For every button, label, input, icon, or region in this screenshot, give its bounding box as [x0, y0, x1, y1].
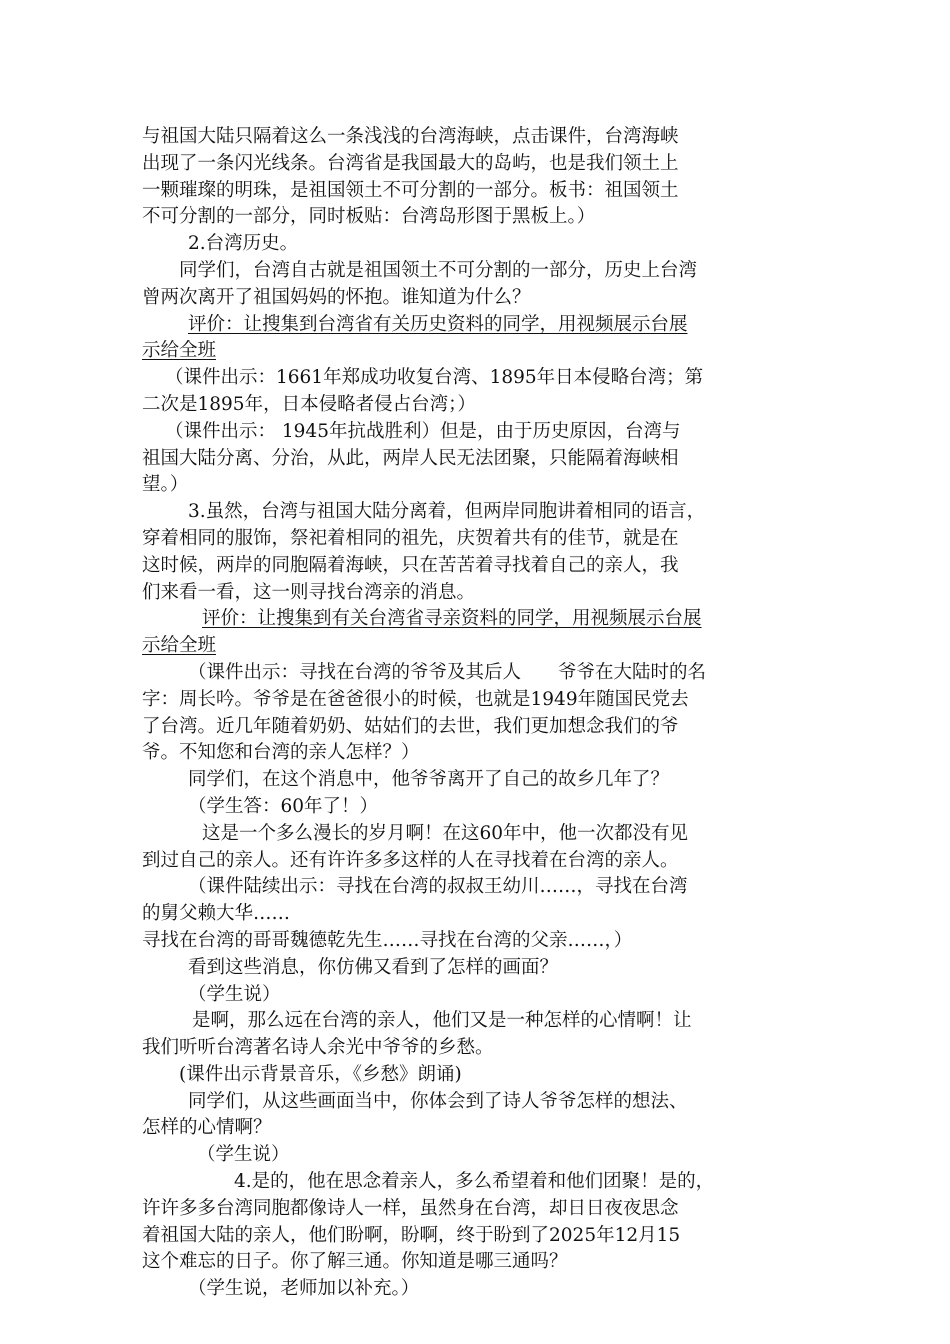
text-line	[142, 1142, 812, 1169]
text-line	[142, 124, 812, 151]
line-text: 我们听听台湾著名诗人余光中爷爷的乡愁。	[142, 1037, 494, 1059]
text-line	[142, 472, 812, 499]
text-line	[142, 446, 812, 473]
text-line	[142, 1089, 812, 1116]
text-line	[142, 553, 812, 580]
line-text: 祖国大陆分离、分治，从此，两岸人民无法团聚，只能隔着海峡相	[142, 447, 679, 469]
line-text: 这是一个多么漫长的岁月啊！在这60年中，他一次都没有见	[202, 822, 689, 844]
text-line	[142, 740, 812, 767]
line-text: 示给全班	[142, 635, 217, 657]
line-text: 这个难忘的日子。你了解三通。你知道是哪三通吗？	[142, 1251, 568, 1273]
underlined-text-line	[142, 312, 812, 339]
text-line	[142, 955, 812, 982]
line-text: 二次是1895年，日本侵略者侵占台湾；）	[142, 393, 476, 415]
line-text: 了台湾。近几年随着奶奶、姑姑们的去世，我们更加想念我们的爷	[142, 715, 679, 737]
text-line	[142, 499, 812, 526]
line-text: 同学们，在这个消息中，他爷爷离开了自己的故乡几年了？	[188, 769, 670, 791]
text-line	[142, 901, 812, 928]
underlined-text-line	[142, 338, 812, 365]
line-text: 着祖国大陆的亲人，他们盼啊，盼啊，终于盼到了2025年12月15	[142, 1224, 681, 1246]
text-line	[142, 982, 812, 1009]
line-text: 许许多多台湾同胞都像诗人一样，虽然身在台湾，却日日夜夜思念	[142, 1197, 679, 1219]
line-text: 到过自己的亲人。还有许许多多这样的人在寻找着在台湾的亲人。	[142, 849, 679, 871]
text-line	[142, 392, 812, 419]
text-line	[142, 874, 812, 901]
text-line	[142, 419, 812, 446]
text-line	[142, 151, 812, 178]
line-text: 寻找在台湾的哥哥魏德乾先生……寻找在台湾的父亲……，）	[142, 929, 633, 951]
text-line	[142, 1169, 812, 1196]
line-text: 不可分割的一部分，同时板贴：台湾岛形图于黑板上。）	[142, 206, 596, 228]
line-text: （课件出示： 1945年抗战胜利）但是，由于历史原因，台湾与	[165, 420, 681, 442]
text-line	[142, 767, 812, 794]
line-text: 怎样的心情啊？	[142, 1117, 272, 1139]
underlined-text-line	[142, 633, 812, 660]
line-text: 字：周长吟。爷爷是在爸爸很小的时候，也就是1949年随国民党去	[142, 688, 689, 710]
line-text: 看到这些消息，你仿佛又看到了怎样的画面？	[188, 956, 559, 978]
line-text: （学生说）	[197, 1144, 290, 1166]
text-line	[142, 821, 812, 848]
line-text: 是啊，那么远在台湾的亲人，他们又是一种怎样的心情啊！让	[192, 1010, 692, 1032]
line-text: 评价：让搜集到有关台湾省寻亲资料的同学，用视频展示台展	[202, 608, 702, 630]
text-line	[142, 687, 812, 714]
text-line	[142, 928, 812, 955]
line-text: 评价：让搜集到台湾省有关历史资料的同学，用视频展示台展	[188, 313, 688, 335]
text-line	[142, 714, 812, 741]
line-text: （课件出示：寻找在台湾的爷爷及其后人 爷爷在大陆时的名	[188, 661, 707, 683]
line-text: 们来看一看，这一则寻找台湾亲的消息。	[142, 581, 476, 603]
line-text: 与祖国大陆只隔着这么一条浅浅的台湾海峡，点击课件，台湾海峡	[142, 126, 679, 147]
text-line	[142, 178, 812, 205]
text-line	[142, 1062, 812, 1089]
text-line	[142, 1276, 812, 1303]
text-line	[142, 1196, 812, 1223]
line-text: （课件陆续出示：寻找在台湾的叔叔王幼川……，寻找在台湾	[188, 876, 688, 898]
line-text: 2.台湾历史。	[188, 233, 299, 255]
line-text: 的舅父赖大华……	[142, 903, 291, 925]
line-text: （课件出示：1661年郑成功收复台湾、1895年日本侵略台湾；第	[165, 367, 704, 389]
line-text: 这时候，两岸的同胞隔着海峡，只在苦苦着寻找着自己的亲人，我	[142, 554, 679, 576]
line-text: 同学们，台湾自古就是祖国领土不可分割的一部分，历史上台湾	[179, 259, 698, 281]
underlined-text-line	[142, 606, 812, 633]
text-line	[142, 365, 812, 392]
text-line	[142, 794, 812, 821]
line-text: （学生说）	[188, 983, 281, 1005]
text-line	[142, 526, 812, 553]
line-text: (课件出示背景音乐，《乡愁》朗诵)	[179, 1063, 462, 1085]
line-text: 示给全班	[142, 340, 217, 362]
line-text: （学生答：60年了！）	[188, 795, 379, 817]
line-text: 3.虽然，台湾与祖国大陆分离着，但两岸同胞讲着相同的语言，	[188, 501, 706, 523]
line-text: 4.是的，他在思念着亲人，多么希望着和他们团聚！是的，	[234, 1171, 715, 1193]
text-line	[142, 1008, 812, 1035]
line-text: 望。）	[142, 474, 189, 496]
text-line	[142, 204, 812, 231]
line-text: 一颗璀璨的明珠，是祖国领土不可分割的一部分。板书：祖国领土	[142, 179, 679, 201]
text-line	[142, 1115, 812, 1142]
line-text: 出现了一条闪光线条。台湾省是我国最大的岛屿，也是我们领土上	[142, 152, 679, 174]
line-text: 曾两次离开了祖国妈妈的怀抱。谁知道为什么？	[142, 286, 531, 308]
line-text: 穿着相同的服饰，祭祀着相同的祖先，庆贺着共有的佳节，就是在	[142, 527, 679, 549]
text-line	[142, 660, 812, 687]
text-line	[142, 258, 812, 285]
text-line	[142, 285, 812, 312]
text-line	[142, 580, 812, 607]
text-line	[142, 848, 812, 875]
line-text: 同学们，从这些画面当中，你体会到了诗人爷爷怎样的想法、	[188, 1090, 688, 1112]
line-text: （学生说，老师加以补充。）	[188, 1278, 420, 1300]
text-line	[142, 1223, 812, 1250]
text-line	[142, 1035, 812, 1062]
text-line	[142, 231, 812, 258]
document-body	[142, 124, 812, 1303]
text-line	[142, 1249, 812, 1276]
line-text: 爷。不知您和台湾的亲人怎样？）	[142, 742, 420, 764]
